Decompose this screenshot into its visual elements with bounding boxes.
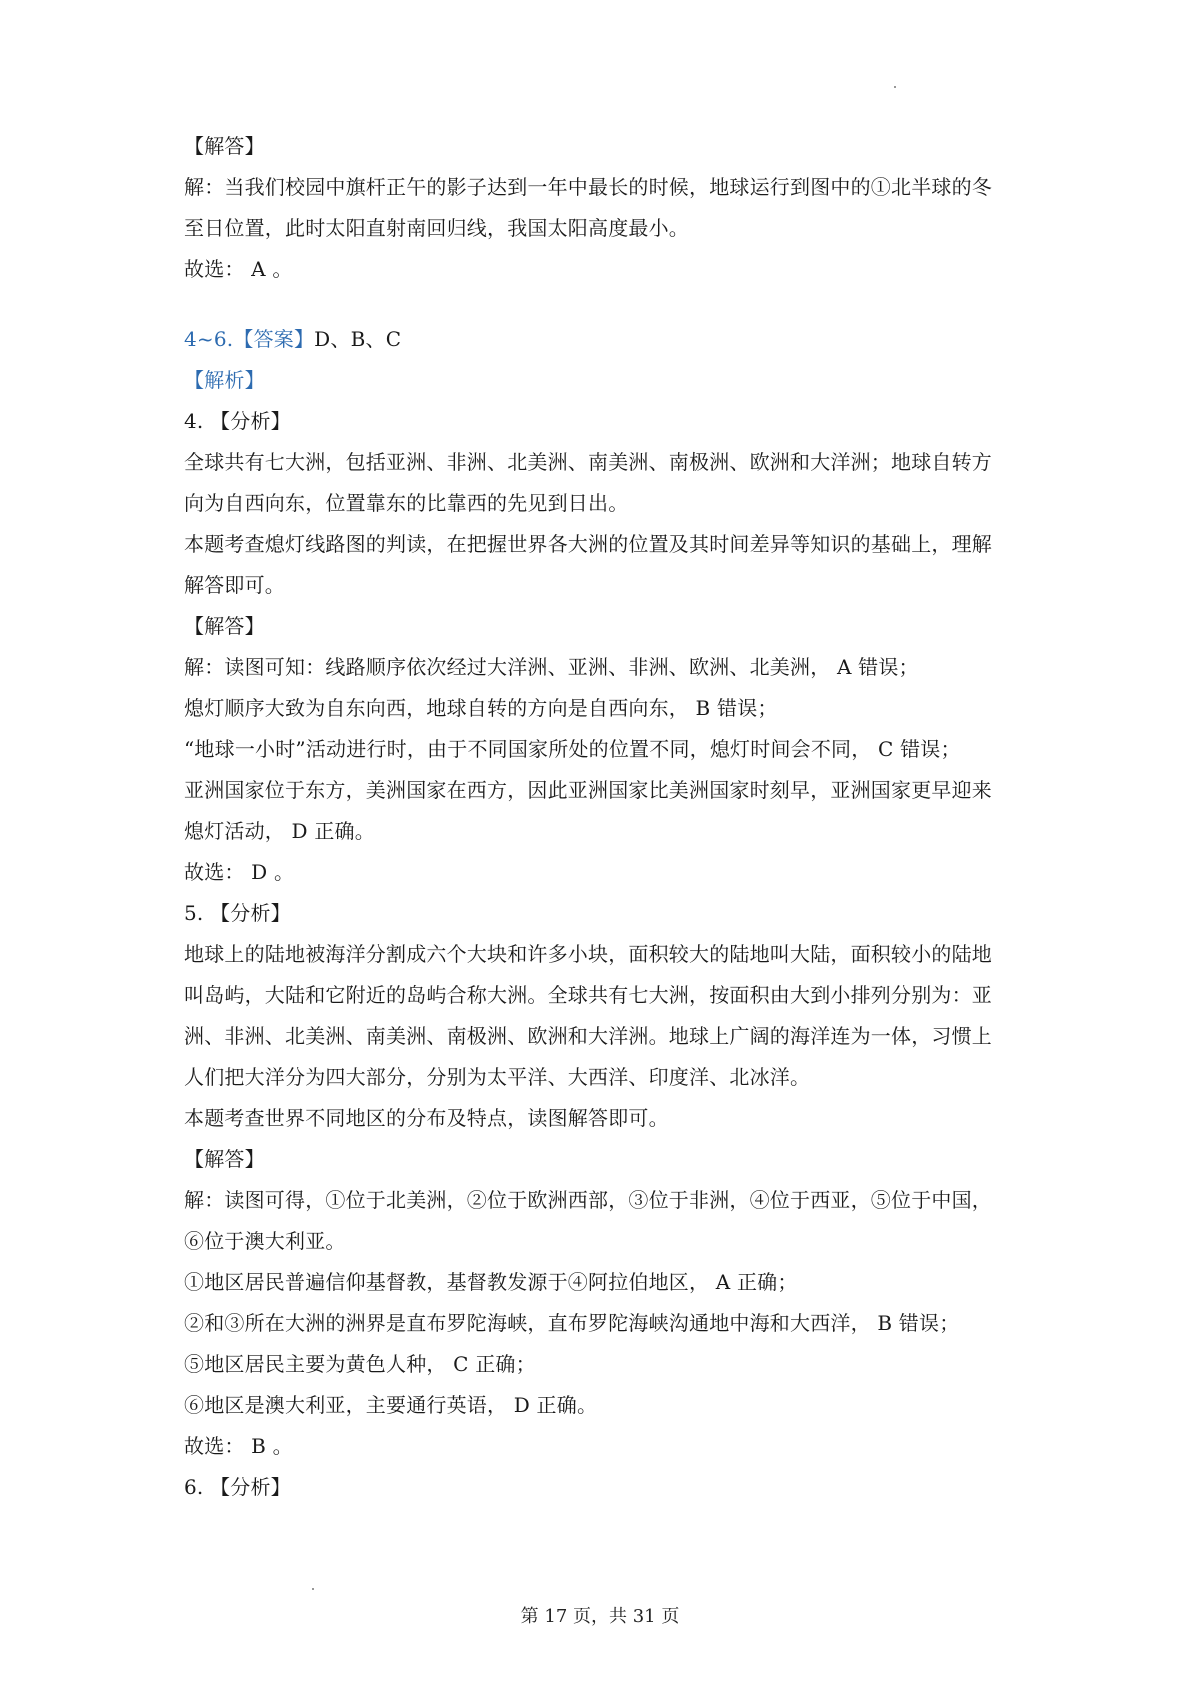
q4-answer-line: 熄灯活动， D 正确。 (184, 819, 375, 843)
q4-analysis-line: 本题考查熄灯线路图的判读，在把握世界各大洲的位置及其时间差异等知识的基础上，理解 (184, 532, 992, 556)
answer-line: 解：当我们校园中旗杆正午的影子达到一年中最长的时候，地球运行到图中的①北半球的冬 (184, 175, 992, 199)
answer-key-values: D、B、C (314, 327, 402, 351)
answer-heading: 【解答】 (184, 134, 265, 158)
scan-dot (894, 86, 896, 88)
q4-6-section (184, 319, 1034, 1508)
q5-answer-line: ⑤地区居民主要为黄色人种， C 正确； (184, 1352, 536, 1376)
q5-analysis-line: 本题考查世界不同地区的分布及特点，读图解答即可。 (184, 1106, 669, 1130)
q4-analysis-line: 解答即可。 (184, 573, 285, 597)
answer-key-label: 4~6.【答案】 (184, 327, 315, 351)
q5-answer-line: ②和③所在大洲的洲界是直布罗陀海峡，直布罗陀海峡沟通地中海和大西洋， B 错误； (184, 1311, 960, 1335)
q5-analysis-line: 地球上的陆地被海洋分割成六个大块和许多小块，面积较大的陆地叫大陆，面积较小的陆地 (184, 942, 992, 966)
q5-analysis-line: 人们把大洋分为四大部分，分别为太平洋、大西洋、印度洋、北冰洋。 (184, 1065, 811, 1089)
q4-answer-heading: 【解答】 (184, 614, 265, 638)
answer-choice: 故选： A 。 (184, 257, 293, 281)
q5-answer-choice: 故选： B 。 (184, 1434, 293, 1458)
q5-answer-line: ⑥位于澳大利亚。 (184, 1229, 346, 1253)
q4-answer-choice: 故选： D 。 (184, 860, 295, 884)
q4-answer-line: 亚洲国家位于东方，美洲国家在西方，因此亚洲国家比美洲国家时刻早，亚洲国家更早迎来 (184, 778, 992, 802)
q5-answer-line: 解：读图可得，①位于北美洲，②位于欧洲西部，③位于非洲，④位于西亚，⑤位于中国， (184, 1188, 992, 1212)
q4-answer-line: 熄灯顺序大致为自东向西，地球自转的方向是自西向东， B 错误； (184, 696, 778, 720)
q5-analysis-line: 叫岛屿，大陆和它附近的岛屿合称大洲。全球共有七大洲，按面积由大到小排列分别为：亚 (184, 983, 992, 1007)
q5-answer-heading: 【解答】 (184, 1147, 265, 1171)
explanation-label: 【解析】 (184, 368, 265, 392)
q4-analysis-title: 4. 【分析】 (184, 409, 291, 433)
q5-analysis-title: 5. 【分析】 (184, 901, 291, 925)
q4-answer-line: 解：读图可知：线路顺序依次经过大洋洲、亚洲、非洲、欧洲、北美洲， A 错误； (184, 655, 919, 679)
q5-answer-line: ⑥地区是澳大利亚，主要通行英语， D 正确。 (184, 1393, 598, 1417)
q4-analysis-line: 全球共有七大洲，包括亚洲、非洲、北美洲、南美洲、南极洲、欧洲和大洋洲；地球自转方 (184, 450, 992, 474)
page-number-footer: 第 17 页，共 31 页 (520, 1606, 680, 1627)
scan-dot (312, 1588, 314, 1590)
q6-analysis-title: 6. 【分析】 (184, 1475, 291, 1499)
q3-answer-section (184, 126, 1034, 290)
q5-analysis-line: 洲、非洲、北美洲、南美洲、南极洲、欧洲和大洋洲。地球上广阔的海洋连为一体，习惯上 (184, 1024, 992, 1048)
q4-answer-line: “地球一小时”活动进行时，由于不同国家所处的位置不同，熄灯时间会不同， C 错误； (184, 737, 961, 761)
answer-line: 至日位置，此时太阳直射南回归线，我国太阳高度最小。 (184, 216, 689, 240)
q5-answer-line: ①地区居民普遍信仰基督教，基督教发源于④阿拉伯地区， A 正确； (184, 1270, 798, 1294)
answer-key-header (184, 319, 1034, 360)
q4-analysis-line: 向为自西向东，位置靠东的比靠西的先见到日出。 (184, 491, 629, 515)
